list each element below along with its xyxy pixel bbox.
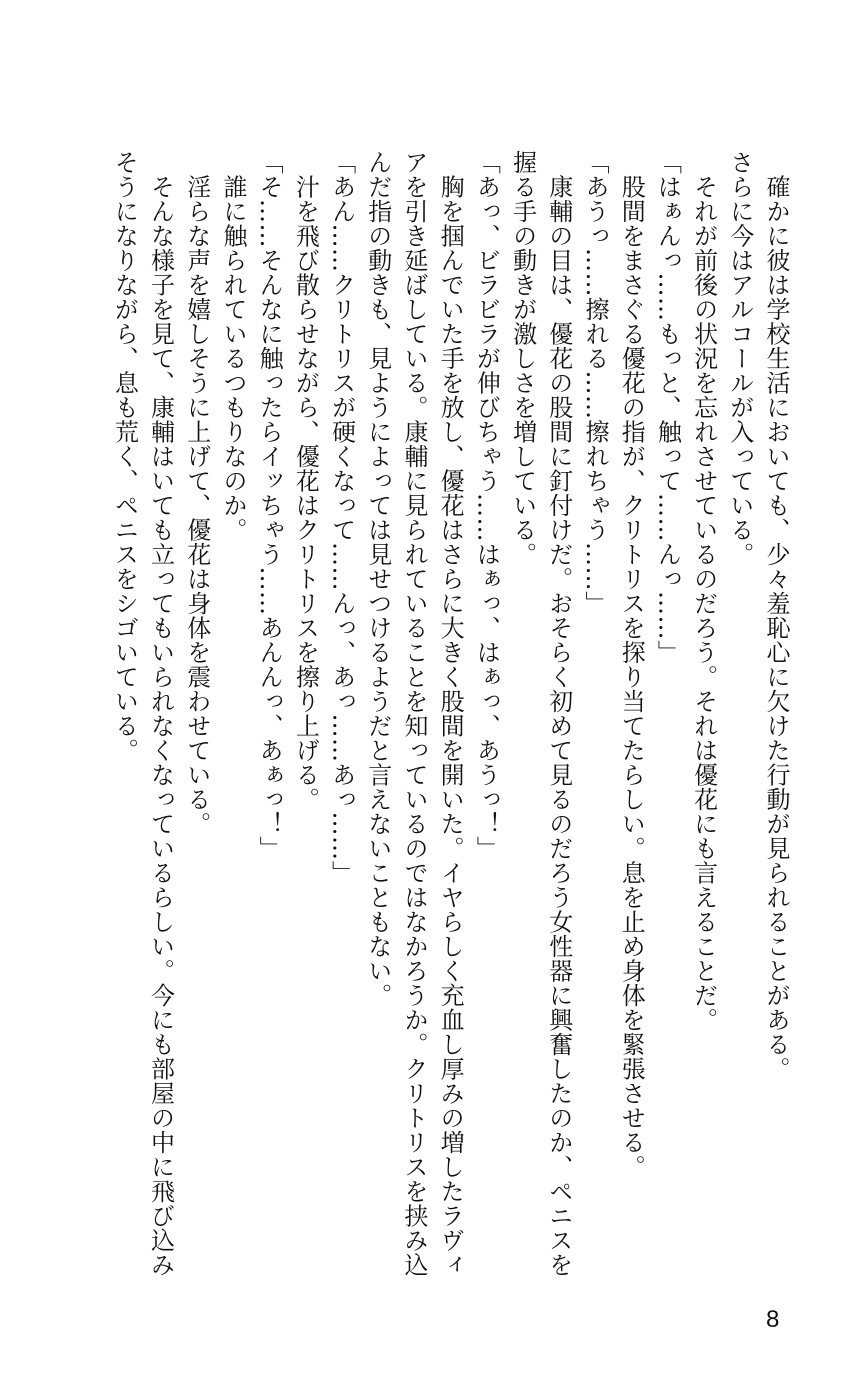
vertical-text-body (106, 150, 794, 1330)
text-line: 「あん……クリトリスが硬くなって……んっ、あっ……あっ……」 (327, 150, 356, 885)
text-line: んだ指の動きも、見ようによっては見せつけるようだと言えないこともない。 (363, 150, 392, 1008)
text-line: 康輔の目は、優花の股間に釘付けだ。おそらく初めて見るのだろう女性器に興奮したのか、ペニスを (544, 150, 573, 1277)
text-line: そうになりながら、息も荒く、ペニスをシゴいている。 (110, 150, 139, 763)
text-line: 胸を掴んでいた手を放し、優花はさらに大きく股間を開いた。イヤらしく充血し厚みの増したラヴィ (436, 150, 465, 1277)
text-line: 「あっ、ビラビラが伸びちゃう……はぁっ、はぁっ、あうっ！」 (472, 150, 501, 861)
text-line: 確かに彼は学校生活においても、少々羞恥心に欠けた行動が見られることがある。 (762, 150, 790, 1081)
text-line: 淫らな声を嬉しそうに上げて、優花は身体を震わせている。 (182, 150, 211, 836)
text-line: 「はぁんっ……もっと、触って……んっ……」 (653, 150, 682, 665)
text-line: それが前後の状況を忘れさせているのだろう。それは優花にも言えることだ。 (689, 150, 718, 1032)
text-line: 股間をまさぐる優花の指が、クリトリスを探り当てたらしい。息を止め身体を緊張させる。 (617, 150, 646, 1179)
page-number: 8 (766, 1306, 780, 1333)
text-line: さらに今はアルコールが入っている。 (725, 150, 754, 567)
text-line: 汁を飛び散らせながら、優花はクリトリスを擦り上げる。 (291, 150, 320, 812)
text-line: 誰に触られているつもりなのか。 (218, 150, 247, 542)
text-line: 「あうっ……擦れる……擦れちゃう……」 (580, 150, 609, 616)
text-line: 握る手の動きが激しさを増している。 (508, 150, 537, 567)
text-line: そんな様子を見て、康輔はいても立ってもいられなくなっているらしい。今にも部屋の中に飛び込み (146, 150, 175, 1277)
text-line: アを引き延ばしている。康輔に見られていることを知っているのではなかろうか。クリトリスを挟み込 (399, 150, 428, 1277)
text-line: 「そ……そんなに触ったらイッちゃう……あんんっ、あぁっ！」 (255, 150, 284, 861)
